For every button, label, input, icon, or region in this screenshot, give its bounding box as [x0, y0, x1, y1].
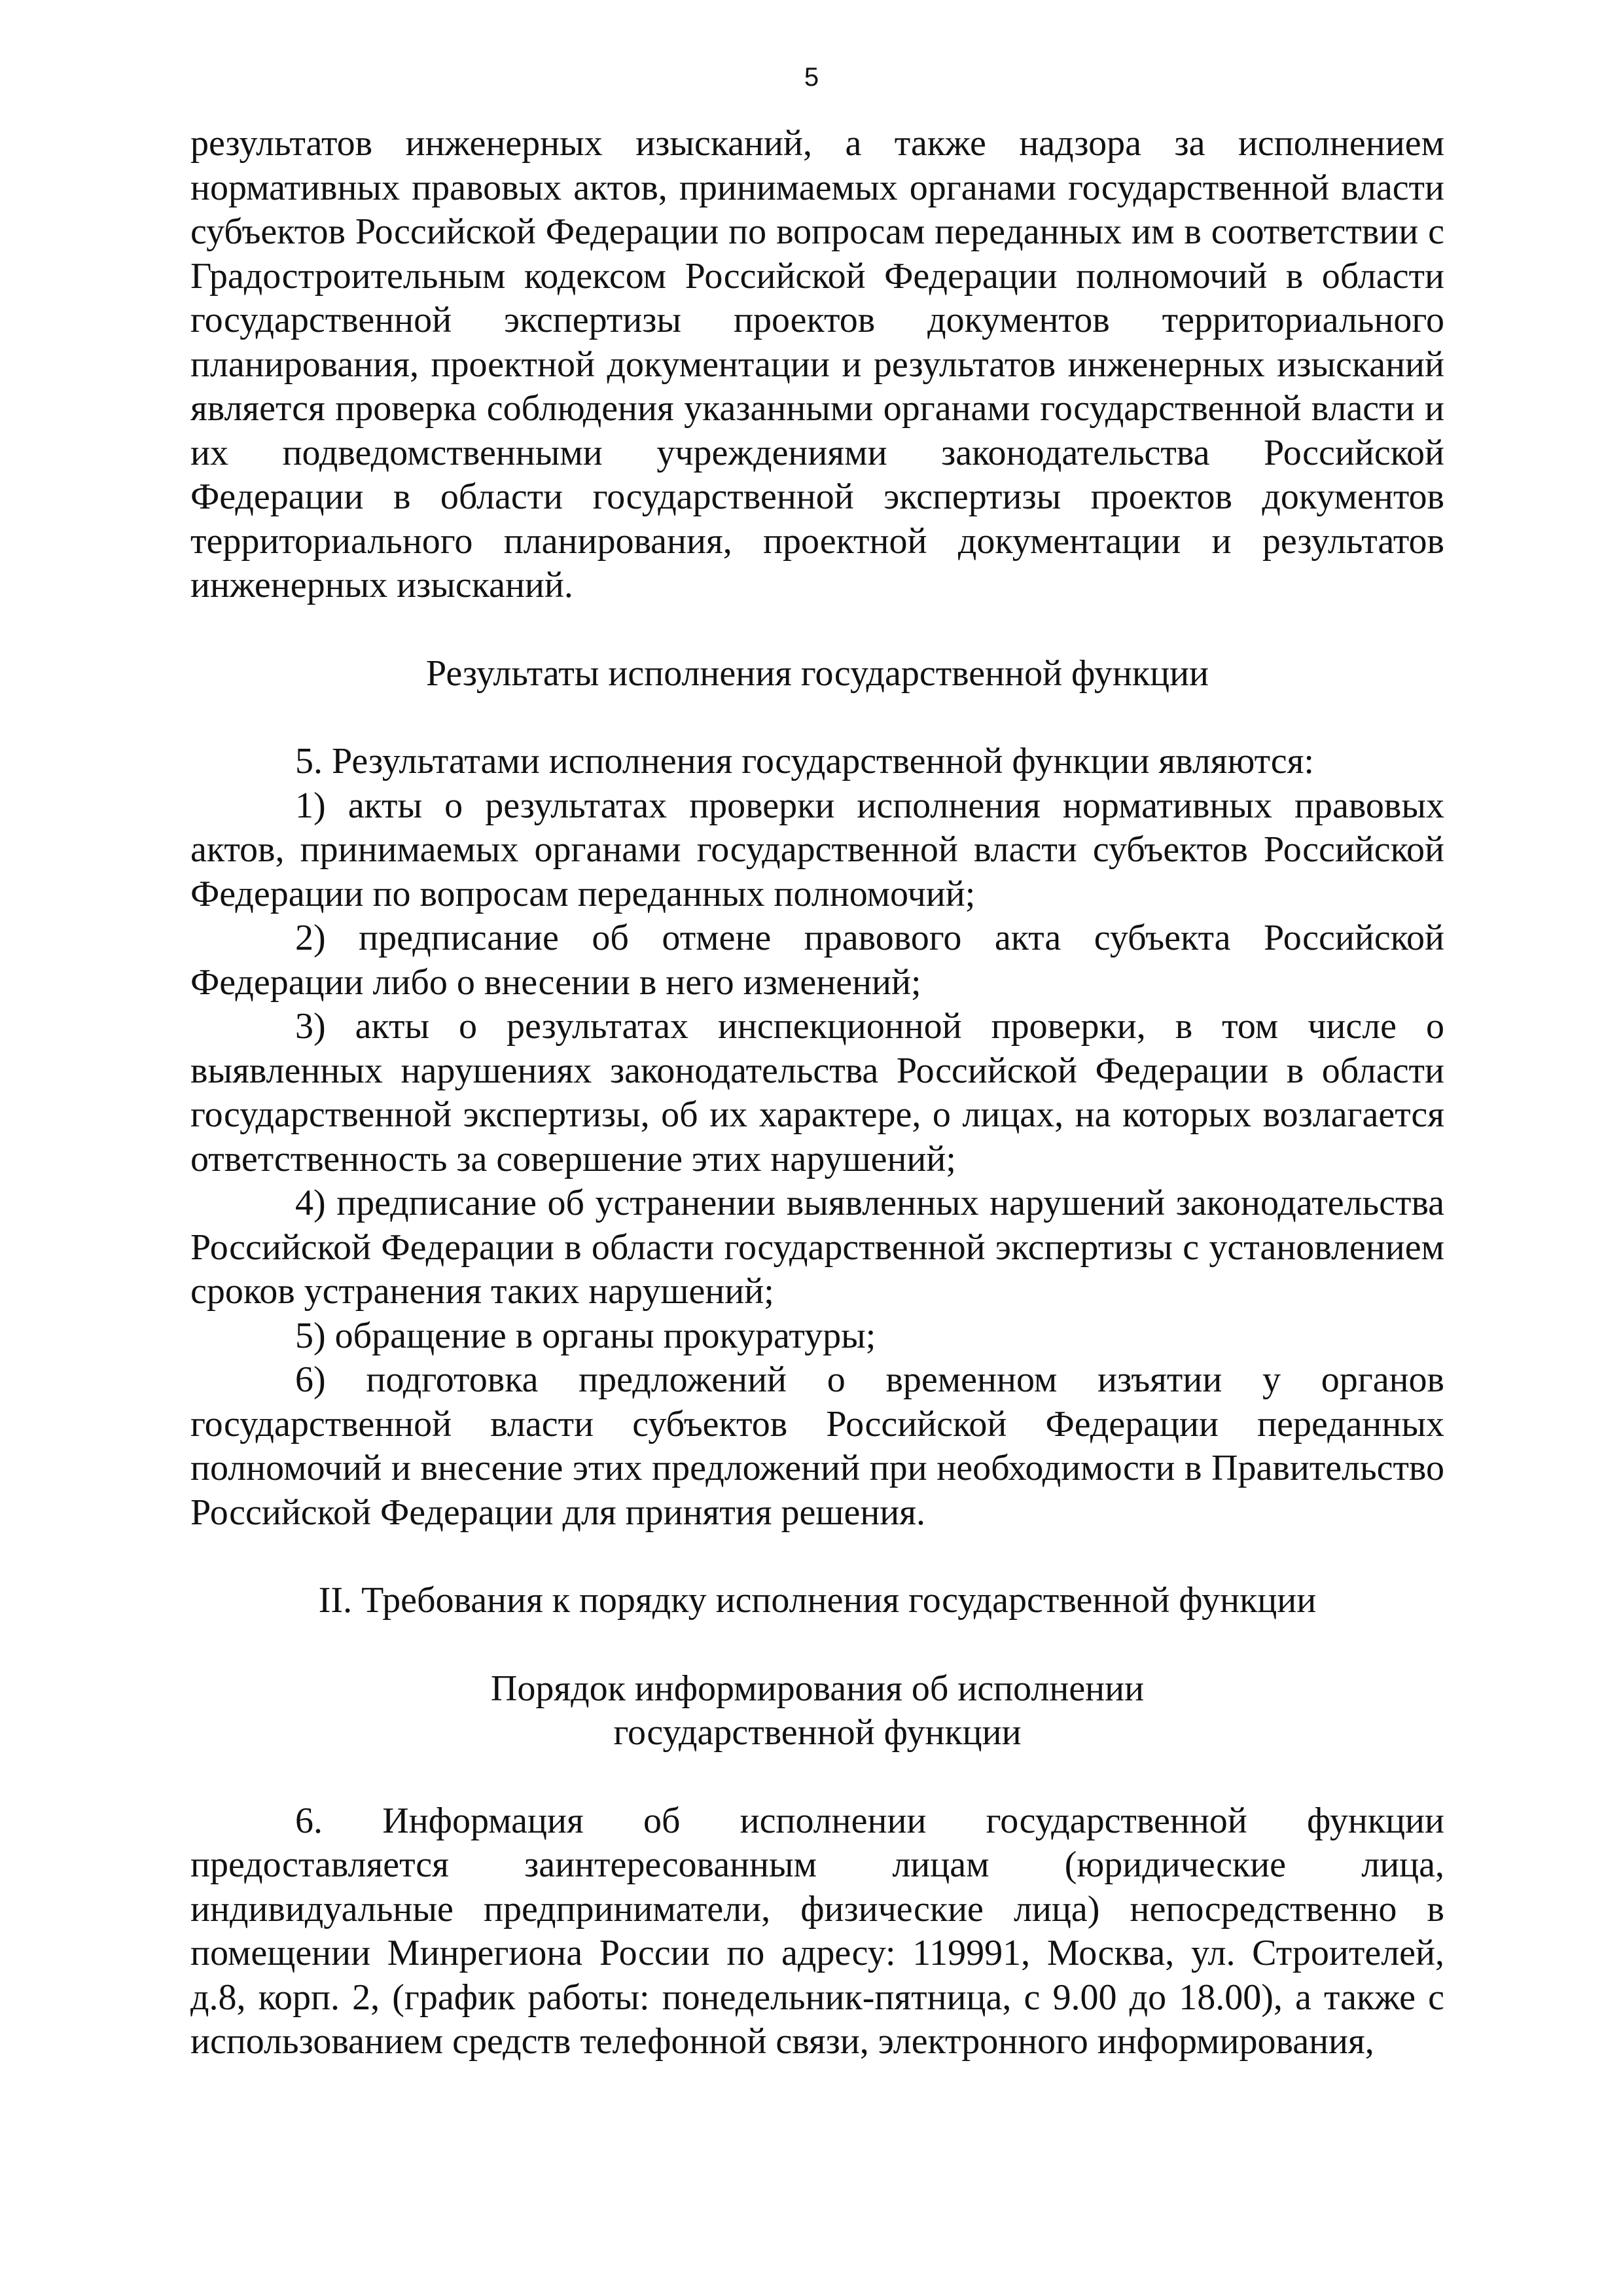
page-number: 5	[804, 63, 819, 92]
results-item-2: 2) предписание об отмене правового акта субъекта Российской Федерации либо о внесении в него изменений;	[190, 918, 1444, 1003]
results-item-4: 4) предписание об устранении выявленных нарушений законодательства Российской Федерации в области государственной экспертизы с установлением сроков устранения таких нарушений;	[190, 1183, 1444, 1312]
results-item-3: 3) акты о результатах инспекционной проверки, в том числе о выявленных нарушениях законодательства Российской Федерации в области государственной экспертизы, об их характере, о лицах, на которых возлагается ответственность за совершение этих нарушений;	[190, 1006, 1444, 1179]
results-heading: Результаты исполнения государственной функции	[425, 653, 1209, 694]
results-item-6: 6) подготовка предложений о временном изъятии у органов государственной власти субъектов Российской Федерации переданных полномочий и внесение этих предложений при необходимости в Правительство Российской Федерации для принятия решения.	[190, 1359, 1444, 1533]
info-heading-line-2: государственной функции	[613, 1712, 1022, 1753]
results-item-5: 5) обращение в органы прокуратуры;	[295, 1315, 876, 1356]
section-heading: II. Требования к порядку исполнения государственной функции	[318, 1580, 1317, 1621]
info-heading-line-1: Порядок информирования об исполнении	[490, 1668, 1145, 1709]
info-paragraph: 6. Информация об исполнении государственной функции предоставляется заинтересованным лицам (юридические лица, индивидуальные предприниматели, физические лица) непосредственно в помещении Минрегиона России по адресу: 119991, Москва, ул. Строителей, д.8, корп. 2, (график работы: понедельник-пятница, с 9.00 до 18.00), а также с использованием средств телефонной связи, электронного информирования,	[190, 1800, 1444, 2062]
intro-paragraph: результатов инженерных изысканий, а также надзора за исполнением нормативных правовых актов, принимаемых органами государственной власти субъектов Российской Федерации по вопросам переданных им в соответствии с Градостроительным кодексом Российской Федерации полномочий в области государственной экспертизы проектов документов территориального планирования, проектной документации и результатов инженерных изысканий является проверка соблюдения указанными органами государственной власти и их подведомственными учреждениями законодательства Российской Федерации в области государственной экспертизы проектов документов территориального планирования, проектной документации и результатов инженерных изысканий.	[190, 123, 1444, 605]
results-intro: 5. Результатами исполнения государственной функции являются:	[295, 741, 1314, 781]
results-item-1: 1) акты о результатах проверки исполнения нормативных правовых актов, принимаемых органами государственной власти субъектов Российской Федерации по вопросам переданных полномочий;	[190, 785, 1444, 914]
document-body	[190, 122, 1444, 2064]
